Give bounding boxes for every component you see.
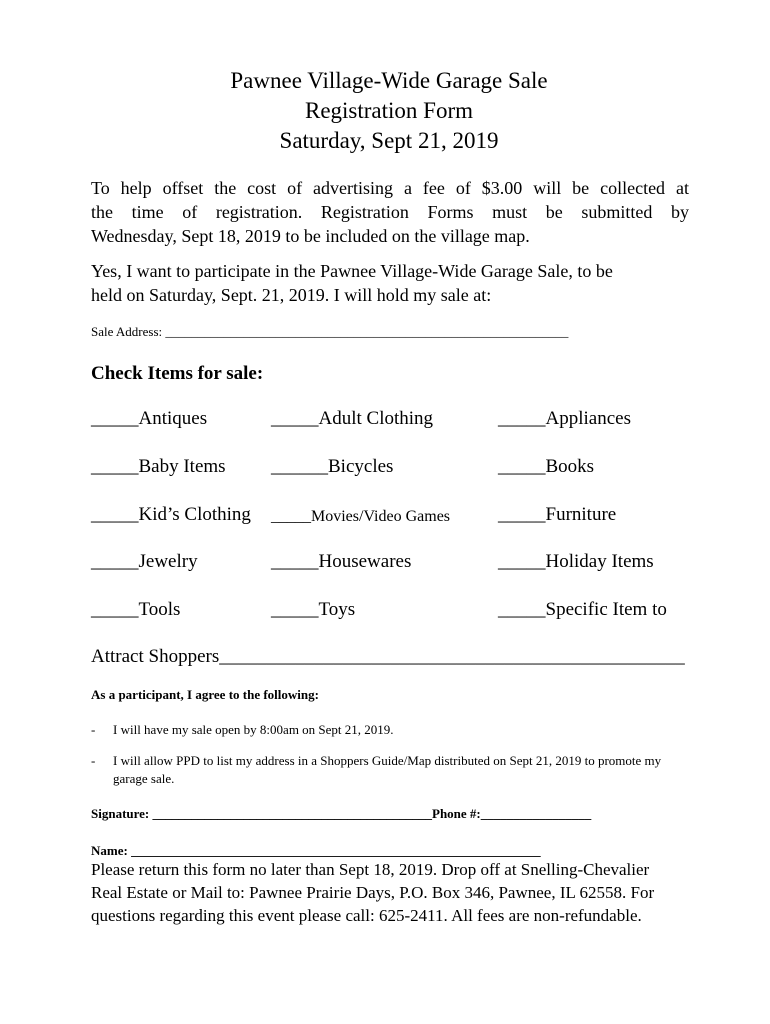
item-tools[interactable]: _____Tools [91, 599, 181, 620]
fee-line-1: To help offset the cost of advertising a fee of $3.00 will be collected at [91, 178, 689, 198]
fee-paragraph [91, 176, 689, 248]
signature-phone-field[interactable]: Signature: ___________________________________________Phone #:_________________ [91, 806, 592, 821]
fee-line-3: Wednesday, Sept 18, 2019 to be included on the village map. [91, 226, 530, 246]
check-items-heading: Check Items for sale: [91, 363, 264, 384]
attract-shoppers-field[interactable]: Attract Shoppers_________________________________________________ [91, 646, 685, 667]
agreement-heading: As a participant, I agree to the following: [91, 687, 319, 702]
agreement-text: I will allow PPD to list my address in a Shoppers Guide/Map distributed on Sept 21, 2019 to promote my garage sale. [113, 753, 662, 786]
item-books[interactable]: _____Books [498, 456, 595, 477]
bullet-dash: - [91, 722, 96, 737]
bullet-dash: - [91, 753, 96, 768]
agreement-text: I will have my sale open by 8:00am on Sept 21, 2019. [113, 722, 394, 737]
return-line-3: questions regarding this event please call: 625-2411. All fees are non-refundable. [91, 906, 642, 925]
agreement-item-open-time [91, 721, 691, 739]
item-specific-item[interactable]: _____Specific Item to [498, 599, 667, 620]
form-title [0, 66, 770, 156]
item-antiques[interactable]: _____Antiques [91, 408, 208, 429]
sale-address-field[interactable]: Sale Address: ______________________________________________________________ [91, 324, 569, 339]
title-line-date: Saturday, Sept 21, 2019 [279, 128, 499, 153]
return-line-1: Please return this form no later than Sept 18, 2019. Drop off at Snelling-Chevalier [91, 860, 650, 879]
participation-line-2: held on Saturday, Sept. 21, 2019. I will hold my sale at: [91, 285, 492, 305]
item-appliances[interactable]: _____Appliances [498, 408, 631, 429]
item-movies-video-games[interactable]: _____Movies/Video Games [271, 508, 451, 525]
item-bicycles[interactable]: ______Bicycles [271, 456, 394, 477]
agreement-item-shoppers-guide [91, 752, 691, 788]
item-baby-items[interactable]: _____Baby Items [91, 456, 226, 477]
item-kids-clothing[interactable]: _____Kid’s Clothing [91, 504, 251, 525]
name-field[interactable]: Name: _______________________________________________________________ [91, 843, 541, 858]
item-housewares[interactable]: _____Housewares [271, 551, 412, 572]
title-line-event: Pawnee Village-Wide Garage Sale [230, 68, 548, 93]
return-line-2: Real Estate or Mail to: Pawnee Prairie Days, P.O. Box 346, Pawnee, IL 62558. For [91, 883, 655, 902]
item-furniture[interactable]: _____Furniture [498, 504, 617, 525]
item-adult-clothing[interactable]: _____Adult Clothing [271, 408, 434, 429]
item-toys[interactable]: _____Toys [271, 599, 356, 620]
fee-line-2: the time of registration. Registration Forms must be submitted by [91, 202, 689, 222]
title-line-form: Registration Form [304, 98, 474, 123]
return-instructions [91, 858, 691, 927]
participation-line-1: Yes, I want to participate in the Pawnee Village-Wide Garage Sale, to be [91, 261, 613, 281]
participation-paragraph [91, 259, 689, 307]
item-holiday-items[interactable]: _____Holiday Items [498, 551, 654, 572]
item-jewelry[interactable]: _____Jewelry [91, 551, 198, 572]
